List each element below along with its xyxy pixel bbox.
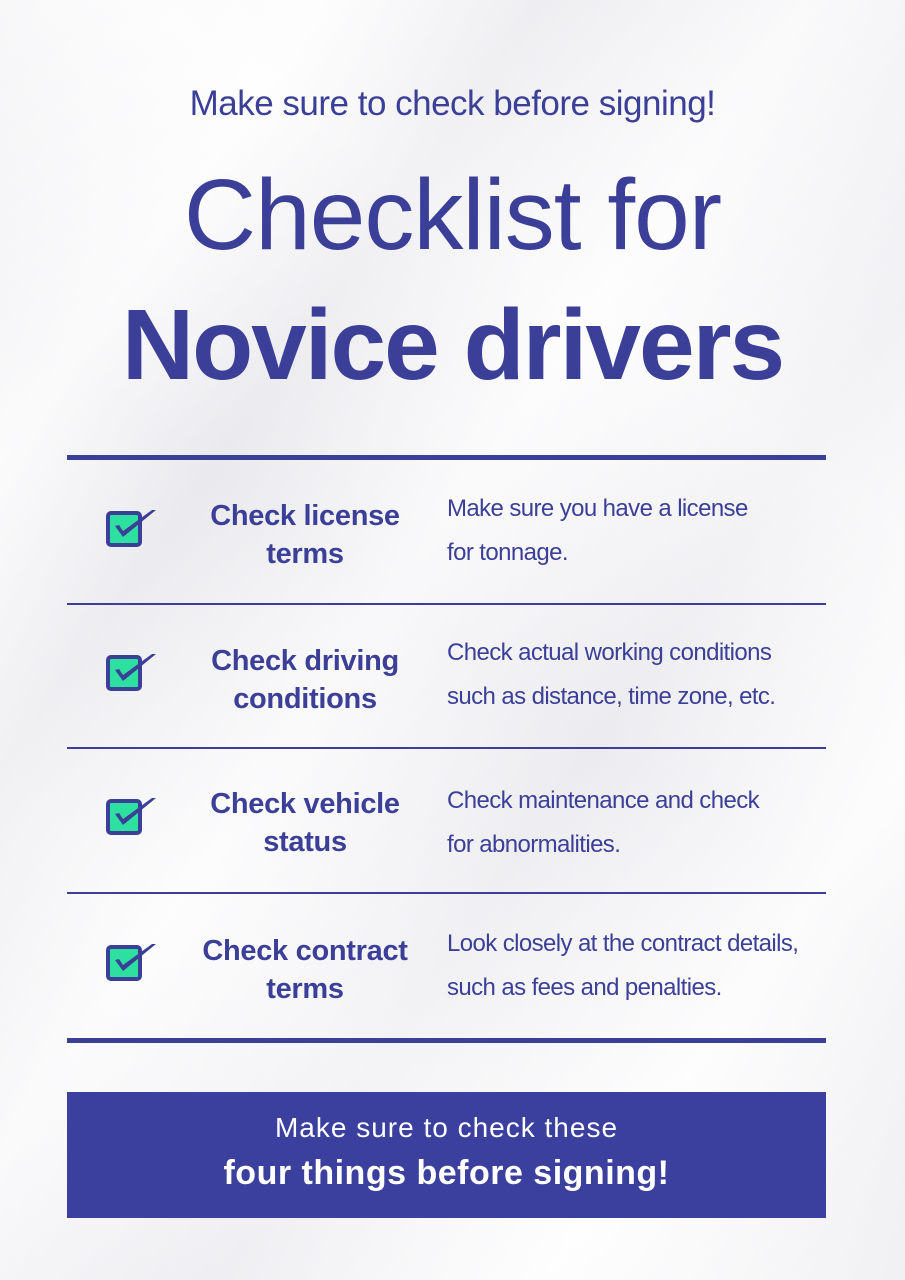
checklist-item-driving-conditions <box>67 605 826 747</box>
checkbox-checked-icon <box>106 796 158 836</box>
item-description: Make sure you have a license for tonnage. <box>447 495 748 566</box>
item-description: Look closely at the contract details, such as fees and penalties. <box>447 930 799 1001</box>
checkbox-checked-icon <box>106 508 158 548</box>
checklist-item-vehicle-status <box>67 749 826 891</box>
page-title-line1: Checklist for <box>183 159 722 271</box>
checkbox-checked-icon <box>106 942 158 982</box>
banner-line2: four things before signing! <box>223 1154 670 1192</box>
banner-line1: Make sure to check these <box>274 1112 619 1143</box>
bottom-divider <box>67 1038 826 1043</box>
item-label: Check vehicle status <box>210 788 400 858</box>
top-divider <box>67 455 826 460</box>
checklist-item-license <box>67 461 826 603</box>
checkbox-checked-icon <box>106 652 158 692</box>
item-description: Check maintenance and check for abnormalities. <box>447 787 759 858</box>
item-description: Check actual working conditions such as distance, time zone, etc. <box>447 639 776 710</box>
item-label: Check license terms <box>210 500 400 570</box>
page-title-line2: Novice drivers <box>121 289 784 401</box>
footer-banner <box>67 1092 826 1218</box>
checklist-item-contract-terms <box>67 894 826 1036</box>
item-label: Check contract terms <box>202 935 408 1005</box>
subtitle: Make sure to check before signing! <box>189 84 716 123</box>
item-label: Check driving conditions <box>211 645 399 715</box>
